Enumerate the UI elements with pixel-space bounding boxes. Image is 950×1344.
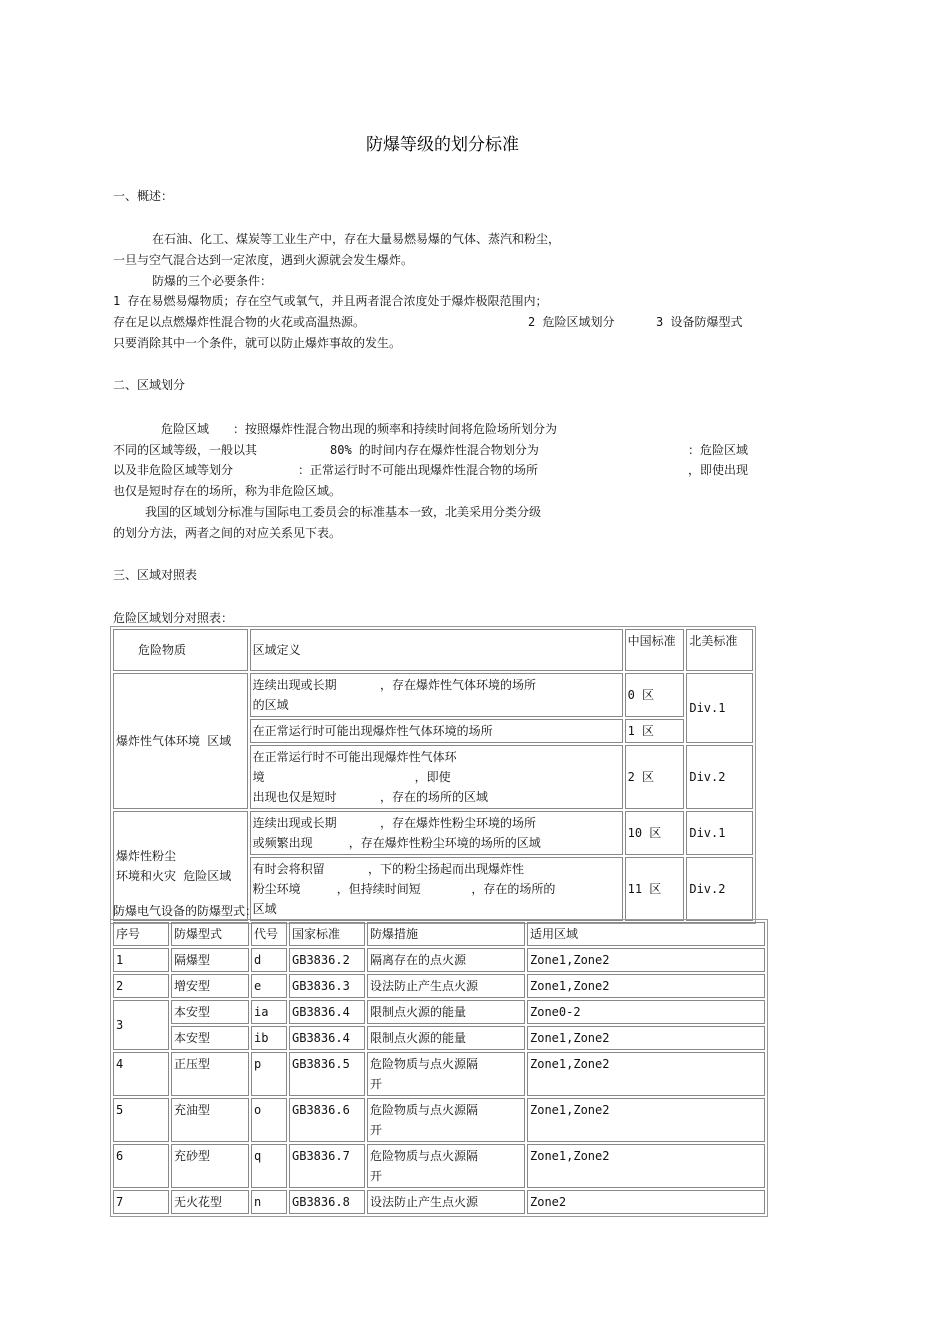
- table-cell: 有时会将积留 ，下的粉尘扬起而出现爆炸性 粉尘环境 ，但持续时间短 ，存在的场所的 区域: [250, 857, 623, 921]
- table-cell: 正压型: [171, 1052, 249, 1096]
- paragraph-fragment: 不同的区域等级，一般以其: [113, 443, 258, 457]
- table-cell: 隔爆型: [171, 948, 249, 972]
- table-header-cell: 国家标准: [289, 922, 365, 946]
- table-cell: 4: [113, 1052, 169, 1096]
- table-cell: 连续出现或长期 ，存在爆炸性气体环境的场所 的区域: [250, 673, 623, 717]
- table-cell: Div.2: [686, 857, 753, 921]
- table-row: [113, 948, 765, 972]
- paragraph-line: 的划分方法，两者之间的对应关系见下表。: [113, 526, 342, 540]
- table-cell: 本安型: [171, 1026, 249, 1050]
- zone-table: [110, 626, 756, 924]
- table-row: [113, 1098, 765, 1142]
- table-cell: Zone1,Zone2: [527, 1052, 765, 1096]
- table-cell: 隔离存在的点火源: [367, 948, 525, 972]
- page-title: 防爆等级的划分标准: [366, 135, 519, 155]
- table-cell: 增安型: [171, 974, 249, 998]
- paragraph-fragment: 80% 的时间内存在爆炸性混合物划分为: [330, 443, 539, 457]
- table-cell: Zone1,Zone2: [527, 1098, 765, 1142]
- table-row: [113, 1026, 765, 1050]
- table-cell: Div.1: [686, 673, 753, 743]
- table-cell: 本安型: [171, 1000, 249, 1024]
- table-caption: 危险区域划分对照表：: [113, 611, 234, 625]
- paragraph-fragment: ：按照爆炸性混合物出现的频率和持续时间将危险场所划分为: [233, 422, 558, 436]
- table-cell: o: [251, 1098, 287, 1142]
- table-caption: 防爆电气设备的防爆型式：: [113, 904, 258, 918]
- table-cell: 充油型: [171, 1098, 249, 1142]
- paragraph-fragment: ：危险区域: [688, 443, 749, 457]
- table-header-cell: 危险物质: [113, 629, 248, 671]
- paragraph-line: 只要消除其中一个条件，就可以防止爆炸事故的发生。: [113, 336, 402, 350]
- table-cell: 无火花型: [171, 1190, 249, 1214]
- table-cell: q: [251, 1144, 287, 1188]
- paragraph-line: 一旦与空气混合达到一定浓度，遇到火源就会发生爆炸。: [113, 253, 414, 267]
- table-cell: e: [251, 974, 287, 998]
- table-cell: 6: [113, 1144, 169, 1188]
- table-row: [113, 1052, 765, 1096]
- section-heading-zones: 二、区域划分: [113, 378, 186, 392]
- table-cell: 2 区: [625, 745, 685, 809]
- section-heading-table: 三、区域对照表: [113, 568, 198, 582]
- table-cell: 3: [113, 1000, 169, 1050]
- table-cell: 1: [113, 948, 169, 972]
- table-cell: 在正常运行时不可能出现爆炸性气体环境 ，即使 出现也仅是短时 ，存在的场所的区域: [250, 745, 623, 809]
- table-header-cell: 中国标准: [625, 629, 685, 671]
- table-header-row: [113, 629, 753, 671]
- table-row: [113, 811, 753, 855]
- table-cell: 1 区: [625, 719, 685, 743]
- table-cell: Div.2: [686, 745, 753, 809]
- table-cell: Zone1,Zone2: [527, 948, 765, 972]
- table-cell: ib: [251, 1026, 287, 1050]
- table-cell: 设法防止产生点火源: [367, 1190, 525, 1214]
- table-cell: 2: [113, 974, 169, 998]
- table-row: [113, 974, 765, 998]
- table-header-row: [113, 922, 765, 946]
- table-cell: GB3836.2: [289, 948, 365, 972]
- paragraph-line: 1 存在易燃易爆物质；存在空气或氧气，并且两者混合浓度处于爆炸极限范围内；: [113, 294, 548, 308]
- table-header-cell: 区域定义: [250, 629, 623, 671]
- table-cell: 7: [113, 1190, 169, 1214]
- paragraph-line: 也仅是短时存在的场所，称为非危险区域。: [113, 484, 342, 498]
- table-cell: Zone1,Zone2: [527, 1144, 765, 1188]
- table-group-cell: 爆炸性气体环境 区域: [113, 673, 248, 809]
- table-cell: 连续出现或长期 ，存在爆炸性粉尘环境的场所 或频繁出现 ，存在爆炸性粉尘环境的场所的区域: [250, 811, 623, 855]
- table-cell: 11 区: [625, 857, 685, 921]
- table-cell: GB3836.8: [289, 1190, 365, 1214]
- table-cell: GB3836.4: [289, 1000, 365, 1024]
- table-cell: 限制点火源的能量: [367, 1026, 525, 1050]
- paragraph-fragment: 3 设备防爆型式: [656, 315, 743, 329]
- table-header-cell: 适用区域: [527, 922, 765, 946]
- table-cell: ia: [251, 1000, 287, 1024]
- table-cell: 5: [113, 1098, 169, 1142]
- protection-type-table: [110, 919, 768, 1217]
- paragraph-fragment: 2 危险区域划分: [528, 315, 615, 329]
- paragraph-fragment: ，即使出现: [688, 463, 749, 477]
- table-cell: Div.1: [686, 811, 753, 855]
- table-cell: Zone0-2: [527, 1000, 765, 1024]
- paragraph-line: 防爆的三个必要条件：: [152, 274, 273, 288]
- table-cell: GB3836.6: [289, 1098, 365, 1142]
- table-row: [113, 1144, 765, 1188]
- table-cell: 危险物质与点火源隔 开: [367, 1052, 525, 1096]
- table-cell: 限制点火源的能量: [367, 1000, 525, 1024]
- table-row: [113, 1190, 765, 1214]
- table-cell: GB3836.4: [289, 1026, 365, 1050]
- table-row: [113, 673, 753, 717]
- table-cell: 充砂型: [171, 1144, 249, 1188]
- table-header-cell: 代号: [251, 922, 287, 946]
- table-cell: d: [251, 948, 287, 972]
- table-cell: Zone1,Zone2: [527, 1026, 765, 1050]
- paragraph-fragment: 以及非危险区域等划分: [113, 463, 234, 477]
- paragraph-line: 我国的区域划分标准与国际电工委员会的标准基本一致，北美采用分类分级: [145, 505, 542, 519]
- table-cell: 危险物质与点火源隔 开: [367, 1098, 525, 1142]
- table-cell: GB3836.5: [289, 1052, 365, 1096]
- table-cell: 0 区: [625, 673, 685, 717]
- table-cell: p: [251, 1052, 287, 1096]
- table-cell: 设法防止产生点火源: [367, 974, 525, 998]
- table-cell: n: [251, 1190, 287, 1214]
- table-cell: Zone1,Zone2: [527, 974, 765, 998]
- table-cell: 在正常运行时可能出现爆炸性气体环境的场所: [250, 719, 623, 743]
- section-heading-overview: 一、概述：: [113, 189, 174, 203]
- table-cell: 危险物质与点火源隔 开: [367, 1144, 525, 1188]
- table-header-cell: 防爆型式: [171, 922, 249, 946]
- table-header-cell: 序号: [113, 922, 169, 946]
- paragraph-fragment: 危险区域: [161, 422, 210, 436]
- table-cell: GB3836.3: [289, 974, 365, 998]
- table-header-cell: 北美标准: [686, 629, 753, 671]
- table-cell: GB3836.7: [289, 1144, 365, 1188]
- paragraph-line: 存在足以点燃爆炸性混合物的火花或高温热源。: [113, 315, 366, 329]
- table-group-cell: 爆炸性粉尘 环境和火灾 危险区域: [113, 811, 248, 921]
- table-cell: Zone2: [527, 1190, 765, 1214]
- table-row: [113, 1000, 765, 1024]
- table-cell: 10 区: [625, 811, 685, 855]
- table-header-cell: 防爆措施: [367, 922, 525, 946]
- paragraph-line: 在石油、化工、煤炭等工业生产中，存在大量易燃易爆的气体、蒸汽和粉尘，: [152, 232, 561, 246]
- paragraph-fragment: ：正常运行时不可能出现爆炸性混合物的场所: [298, 463, 539, 477]
